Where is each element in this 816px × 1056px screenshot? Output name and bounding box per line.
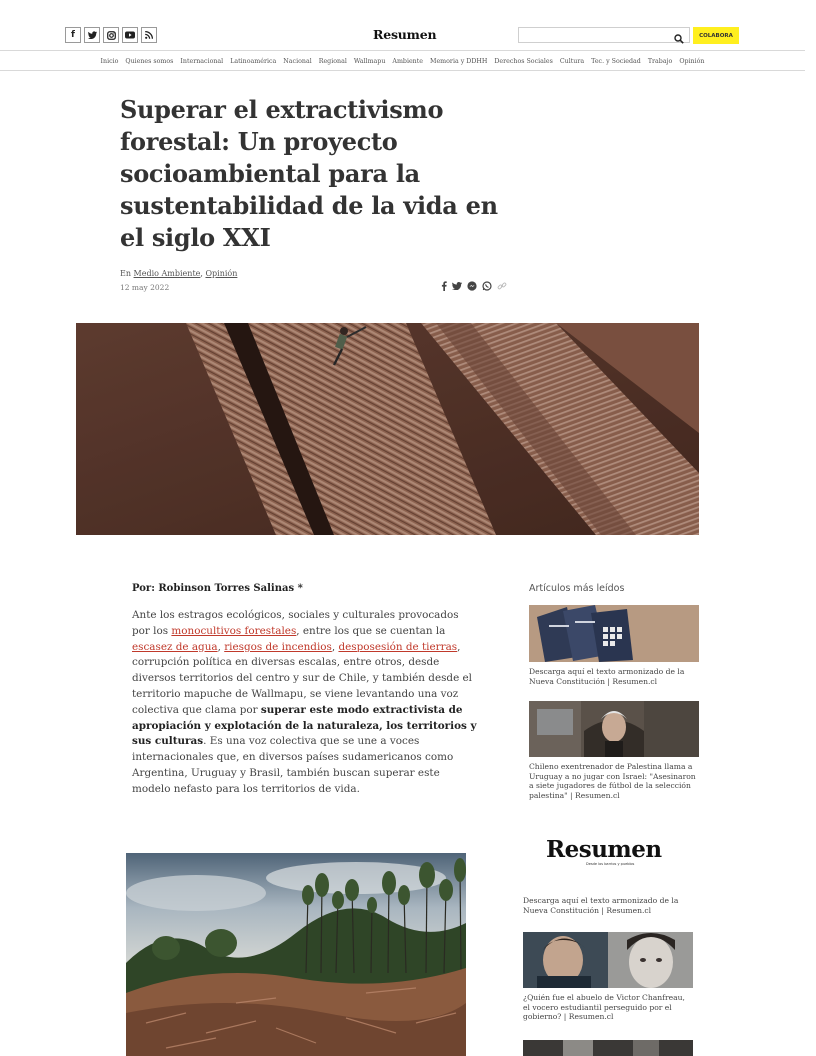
- sidebar-thumb-1[interactable]: [529, 605, 699, 662]
- hero-image: [76, 323, 699, 535]
- messenger-icon[interactable]: [467, 281, 477, 294]
- facebook-icon[interactable]: f: [65, 27, 81, 43]
- link-desposesion-de-tierras[interactable]: desposesión de tierras: [338, 640, 458, 653]
- share-bar: [441, 281, 507, 294]
- youtube-icon[interactable]: [122, 27, 138, 43]
- sidebar-caption-3[interactable]: Descarga aquí el texto armonizado de la Nueva Constitución | Resumen.cl: [523, 896, 679, 915]
- instagram-icon[interactable]: [103, 27, 119, 43]
- sidebar-caption-2[interactable]: Chileno exentrenador de Palestina llama a Uruguay a no jugar con Israel: "Asesinaron a siete jugadores de fútbol de la selección palestina" | Resumen.cl: [529, 762, 696, 800]
- nav-item-ambiente[interactable]: Ambiente: [392, 57, 423, 65]
- deforestation-photo: [126, 853, 466, 1056]
- category-link-medio-ambiente[interactable]: Medio Ambiente: [133, 269, 201, 278]
- search-box: [518, 27, 690, 43]
- paragraph-text: , entre los que se cuentan la: [296, 624, 446, 637]
- nav-item-derechos-sociales[interactable]: Derechos Sociales: [494, 57, 553, 65]
- nav-item-nacional[interactable]: Nacional: [283, 57, 312, 65]
- sidebar-thumb-2[interactable]: [529, 701, 699, 757]
- nav-item-cultura[interactable]: Cultura: [559, 57, 585, 65]
- facebook-icon[interactable]: [441, 281, 447, 294]
- nav-item-tec-sociedad[interactable]: Tec. y Sociedad: [591, 57, 641, 65]
- search-icon[interactable]: [674, 29, 686, 41]
- nav-item-quienes-somos[interactable]: Quienes somos: [125, 57, 174, 65]
- twitter-icon[interactable]: [452, 282, 462, 293]
- sidebar-resumen-logo[interactable]: Resumen: [546, 836, 662, 863]
- twitter-icon[interactable]: [84, 27, 100, 43]
- nav-item-opinion[interactable]: Opinión: [679, 57, 705, 65]
- category-separator: ,: [200, 269, 203, 278]
- article-byline: Por: Robinson Torres Salinas *: [132, 583, 303, 594]
- paragraph-text: Ante los estragos ecológicos, sociales y culturales provocados por los: [132, 609, 459, 637]
- nav-item-latinoamerica[interactable]: Latinoamérica: [230, 57, 277, 65]
- paragraph-bold-text: superar este modo extractivista de apropiación y explotación de la naturaleza, los territorios y sus culturas: [132, 703, 477, 748]
- paragraph-text: , corrupción política en diversas escalas, entre otros, desde diversos territorios del centro y sur de Chile, y también desde el territorio mapuche de Wallmapu, se viene levantando una voz colectiva que clama por: [132, 640, 473, 716]
- paragraph-text: ,: [331, 640, 339, 653]
- article-paragraph: [132, 608, 477, 798]
- site-logo[interactable]: Resumen: [373, 27, 437, 42]
- rss-icon[interactable]: [141, 27, 157, 43]
- sidebar-thumb-4[interactable]: [523, 932, 693, 988]
- sidebar-caption-1[interactable]: Descarga aquí el texto armonizado de la Nueva Constitución | Resumen.cl: [529, 667, 685, 686]
- social-links: [65, 27, 157, 43]
- nav-item-internacional[interactable]: Internacional: [180, 57, 224, 65]
- sidebar-caption-4[interactable]: ¿Quién fue el abuelo de Victor Chanfreau, el vocero estudiantil perseguido por el gobierno? | Resumen.cl: [523, 993, 685, 1021]
- article-title: Superar el extractivismo forestal: Un proyecto socioambiental para la sustentabilidad de la vida en el siglo XXI: [120, 95, 498, 252]
- link-monocultivos-forestales[interactable]: monocultivos forestales: [171, 624, 297, 637]
- categories-prefix: En: [120, 269, 131, 278]
- link-riesgos-de-incendios[interactable]: riesgos de incendios: [224, 640, 332, 653]
- colabora-button[interactable]: COLABORA: [693, 27, 739, 44]
- nav-item-regional[interactable]: Regional: [318, 57, 347, 65]
- sidebar-logo-tagline: Desde los barrios y pueblos: [586, 862, 635, 866]
- sidebar-title: Artículos más leídos: [529, 583, 625, 594]
- paragraph-text: . Es una voz colectiva que se une a voces internacionales que, en diversos países sudamericanos como Argentina, Uruguay y Brasil, también buscan superar este modelo nefasto para los territorios de vida.: [132, 735, 454, 795]
- nav-item-wallmapu[interactable]: Wallmapu: [353, 57, 386, 65]
- main-nav: [0, 52, 805, 71]
- article-date: 12 may 2022: [120, 283, 170, 292]
- nav-item-inicio[interactable]: Inicio: [100, 57, 119, 65]
- paragraph-text: ,: [217, 640, 225, 653]
- nav-item-trabajo[interactable]: Trabajo: [647, 57, 673, 65]
- article-categories: [120, 269, 237, 278]
- sidebar-thumb-5[interactable]: [523, 1040, 693, 1056]
- category-link-opinion[interactable]: Opinión: [205, 269, 238, 278]
- whatsapp-icon[interactable]: [482, 281, 492, 294]
- top-bar: [0, 0, 805, 51]
- link-icon[interactable]: [497, 281, 507, 294]
- nav-item-memoria-ddhh[interactable]: Memoria y DDHH: [430, 57, 488, 65]
- link-escasez-de-agua[interactable]: escasez de agua: [132, 640, 218, 653]
- search-input[interactable]: [519, 34, 669, 48]
